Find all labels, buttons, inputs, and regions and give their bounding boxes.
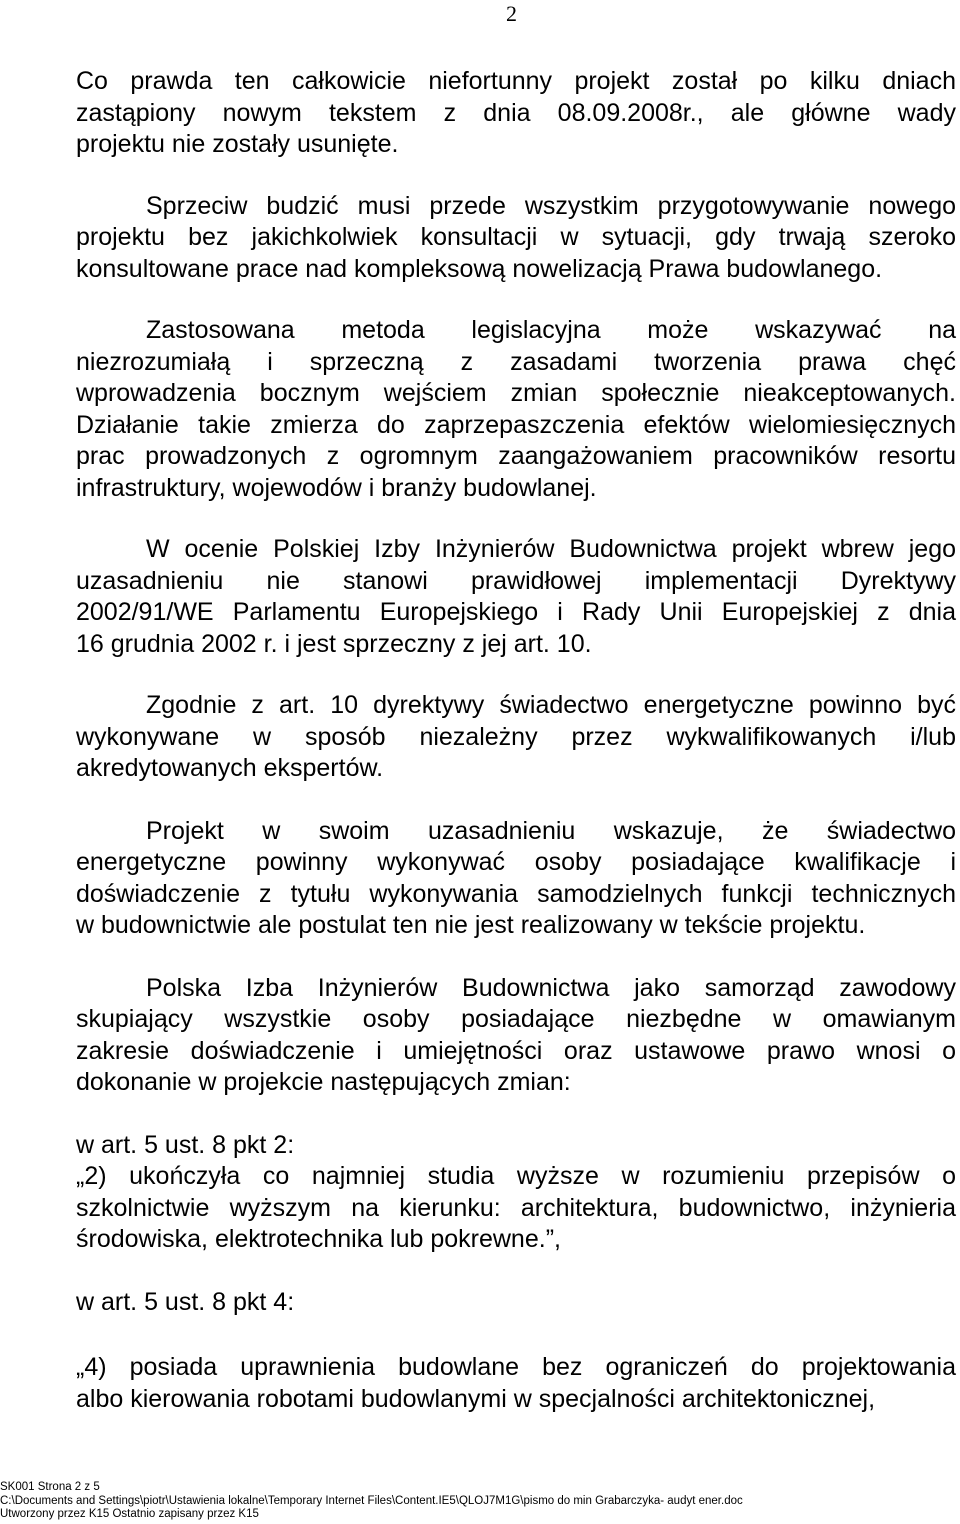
text-line: zastąpiony nowym tekstem z dnia 08.09.2008r., ale główne wady xyxy=(76,98,956,127)
paragraph-5 xyxy=(76,690,956,785)
paragraph-6 xyxy=(76,816,956,942)
text-line: „4) posiada uprawnienia budowlane bez ograniczeń do projektowania xyxy=(76,1353,956,1381)
paragraph-3 xyxy=(76,315,956,504)
text-line: środowiska, elektrotechnika lub pokrewne.”, xyxy=(76,1225,561,1253)
text-line: Co prawda ten całkowicie niefortunny projekt został po kilku dniach xyxy=(76,67,956,95)
text-line: 16 grudnia 2002 r. i jest sprzeczny z jej art. 10. xyxy=(76,629,592,658)
text-line: albo kierowania robotami budowlanymi w specjalności architektonicznej, xyxy=(76,1384,876,1413)
text-line: uzasadnieniu nie stanowi prawidłowej implementacji Dyrektywy xyxy=(76,566,956,595)
text-line: skupiający wszystkie osoby posiadające niezbędne w omawianym xyxy=(76,1005,956,1033)
text-line: Zastosowana metoda legislacyjna może wskazywać na xyxy=(146,316,956,344)
text-line: konsultowane prace nad kompleksową nowelizacją Prawa budowlanego. xyxy=(76,254,883,283)
text-line: szkolnictwie wyższym na kierunku: architektura, budownictwo, inżynieria xyxy=(76,1193,956,1222)
text-line: doświadczenie z tytułu wykonywania samodzielnych funkcji technicznych xyxy=(76,879,956,908)
text-line: Projekt w swoim uzasadnieniu wskazuje, że świadectwo xyxy=(146,816,956,845)
footer-page-info: SK001 Strona 2 z 5 xyxy=(0,1481,100,1493)
text-line: w budownictwie ale postulat ten nie jest realizowany w tekście projektu. xyxy=(76,911,866,939)
footer-file-path: C:\Documents and Settings\piotr\Ustawienia lokalne\Temporary Internet Files\Content.IE5\QLOJ7M1G\pismo do min Grabarczyka- audyt ener.doc xyxy=(0,1494,743,1507)
text-line: Sprzeciw budzić musi przede wszystkim przygotowywanie nowego xyxy=(146,191,956,220)
text-line: W ocenie Polskiej Izby Inżynierów Budownictwa projekt wbrew jego xyxy=(146,535,956,563)
text-line: w art. 5 ust. 8 pkt 4: xyxy=(76,1287,295,1316)
paragraph-1 xyxy=(76,66,956,161)
paragraph-8 xyxy=(76,1130,956,1256)
text-line: zakresie doświadczenie i umiejętności oraz ustawowe prawo wnosi o xyxy=(76,1036,956,1065)
text-line: Zgodnie z art. 10 dyrektywy świadectwo energetyczne powinno być xyxy=(146,691,956,719)
footer-author-info: Utworzony przez K15 Ostatnio zapisany przez K15 xyxy=(0,1508,259,1520)
text-line: Działanie takie zmierza do zaprzepaszczenia efektów wielomiesięcznych xyxy=(76,410,956,439)
text-line: niezrozumiałą i sprzeczną z zasadami tworzenia prawa chęć xyxy=(76,347,956,376)
text-line: dokonanie w projekcie następujących zmian: xyxy=(76,1068,571,1096)
paragraph-10 xyxy=(76,1352,956,1415)
text-line: prac prowadzonych z ogromnym zaangażowaniem pracowników resortu xyxy=(76,442,956,470)
text-line: projektu bez jakichkolwiek konsultacji w sytuacji, gdy trwają szeroko xyxy=(76,223,956,251)
text-line: „2) ukończyła co najmniej studia wyższe w rozumieniu przepisów o xyxy=(76,1162,956,1190)
text-line: 2002/91/WE Parlamentu Europejskiego i Rady Unii Europejskiej z dnia xyxy=(76,598,956,626)
paragraph-4 xyxy=(76,534,956,660)
paragraph-9 xyxy=(76,1287,956,1319)
page-number: 2 xyxy=(506,1,517,26)
paragraph-2 xyxy=(76,191,956,286)
document-footer xyxy=(0,1481,743,1522)
text-line: w art. 5 ust. 8 pkt 2: xyxy=(76,1130,295,1159)
paragraph-7 xyxy=(76,973,956,1099)
text-line: wykonywane w sposób niezależny przez wykwalifikowanych i/lub xyxy=(76,722,956,751)
document-body xyxy=(76,66,956,1415)
text-line: akredytowanych ekspertów. xyxy=(76,754,384,782)
text-line: wprowadzenia bocznym wejściem zmian społecznie nieakceptowanych. xyxy=(76,379,956,407)
text-line: Polska Izba Inżynierów Budownictwa jako samorząd zawodowy xyxy=(146,973,956,1002)
text-line: energetyczne powinny wykonywać osoby posiadające kwalifikacje i xyxy=(76,848,956,876)
text-line: infrastruktury, wojewodów i branży budowlanej. xyxy=(76,473,597,502)
text-line: projektu nie zostały usunięte. xyxy=(76,130,399,158)
